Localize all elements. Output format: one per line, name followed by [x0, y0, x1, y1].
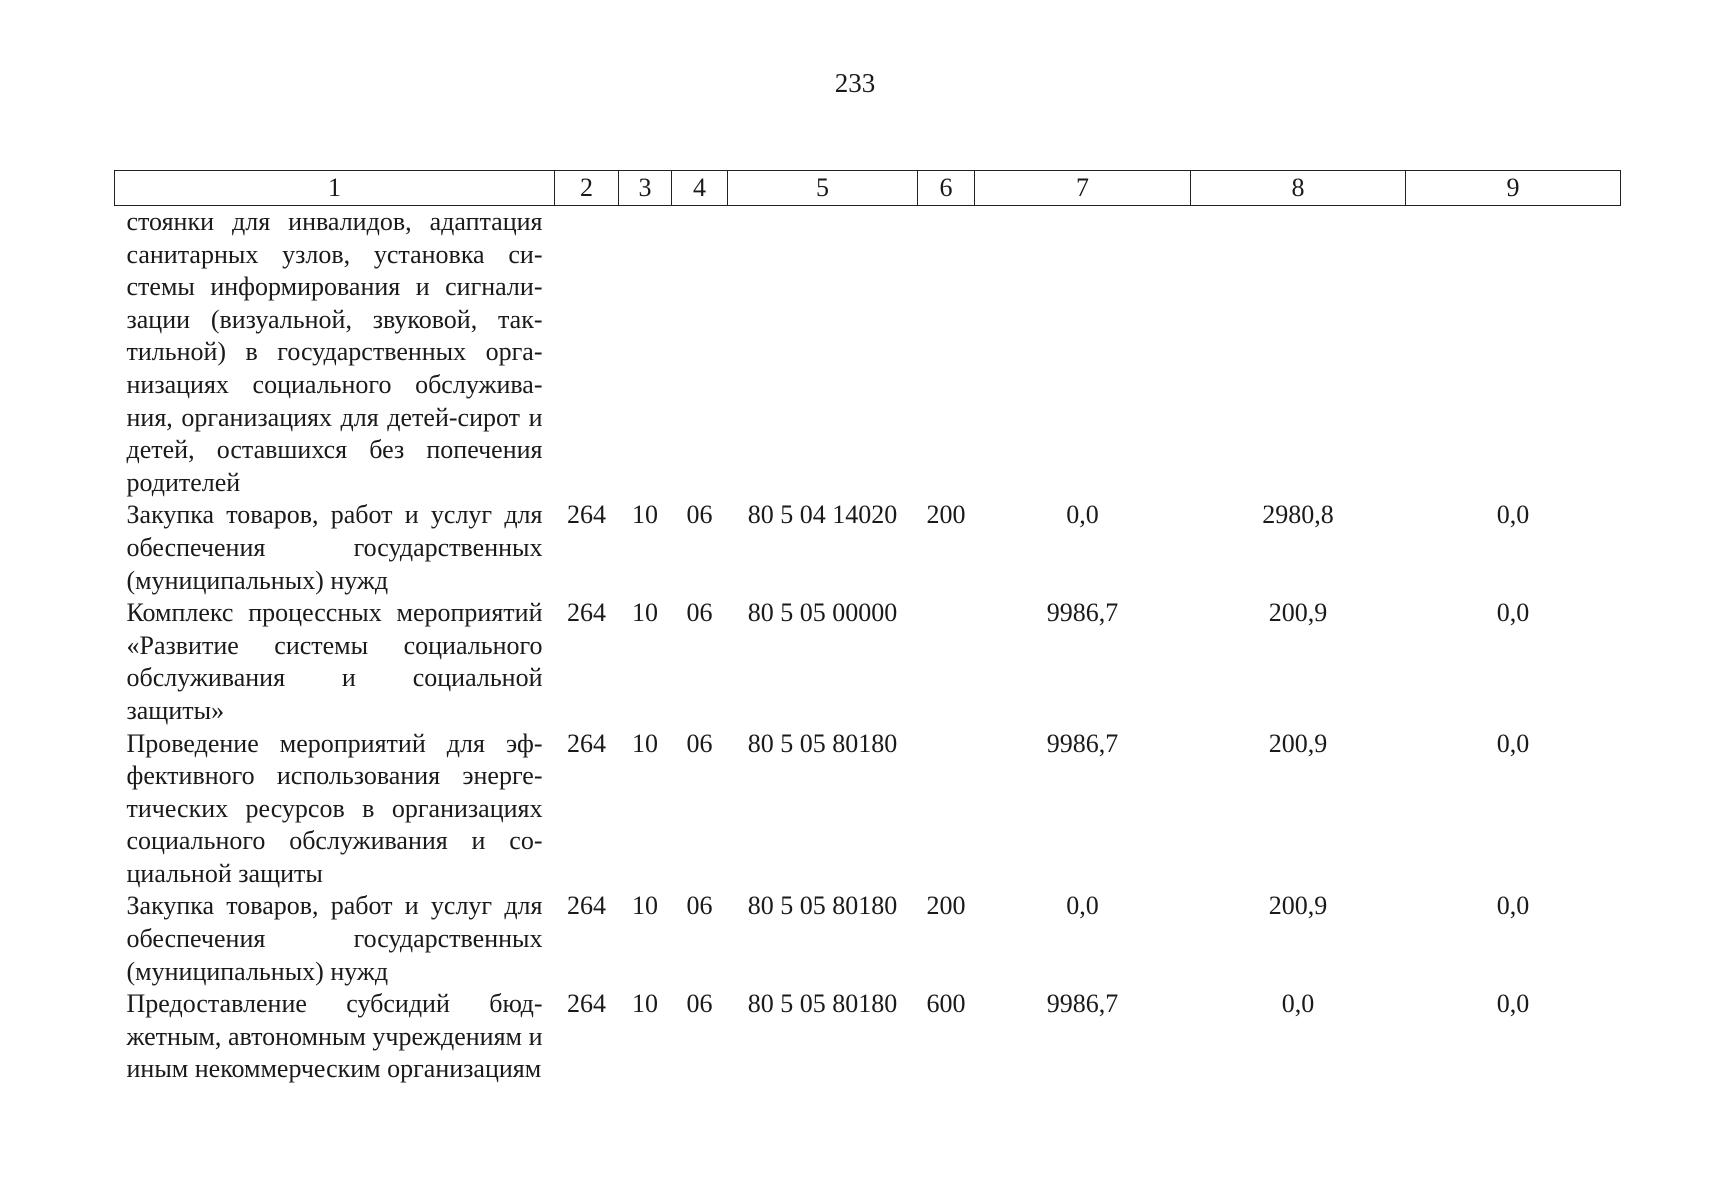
cell-col-5: 80 5 05 80180	[747, 891, 898, 921]
cell-col-8	[1191, 206, 1406, 500]
cell-col-9: 0,0	[1496, 728, 1530, 758]
cell-col-5	[728, 206, 918, 500]
cell-col-4: 06	[686, 728, 713, 758]
cell-col-9: 0,0	[1496, 598, 1530, 628]
cell-col-9: 0,0	[1496, 891, 1530, 921]
cell-col-3: 10	[632, 598, 658, 628]
cell-col-2: 264	[567, 728, 606, 758]
cell-col-2: 264	[567, 891, 606, 921]
row-description: Закупка товаров, работ и услуг для обеспечения государственных (муниципальных) нужд	[126, 891, 543, 986]
cell-col-6	[918, 597, 975, 727]
row-description: Предоставление субсидий бюджетным, автономным учреждениям и иным некоммерческим организациям	[126, 989, 543, 1084]
cell-col-3: 10	[632, 989, 658, 1019]
cell-col-8: 200,9	[1268, 891, 1328, 921]
cell-col-4	[672, 206, 728, 500]
cell-col-2: 264	[567, 989, 606, 1019]
cell-col-7: 9986,7	[1046, 598, 1119, 628]
cell-col-8: 2980,8	[1262, 500, 1334, 530]
header-row	[115, 171, 1621, 206]
header-col-9: 9	[1406, 171, 1621, 206]
budget-table	[114, 170, 1621, 1086]
cell-col-3: 10	[632, 891, 658, 921]
row-description: стоянки для инвалидов, адаптация санитарных узлов, установка системы информирования и сигнализации (визуальной, звуковой, тактильной) в государственных организациях социального обслуживания, организациях для детей-сирот и детей, оставшихся без попечения родителей	[126, 207, 543, 497]
table-row	[115, 728, 1621, 891]
page-number: 233	[834, 68, 876, 98]
row-description: Комплекс процессных мероприятий «Развитие системы социального обслуживания и социальной защиты»	[126, 598, 543, 725]
row-description: Проведение мероприятий для эффективного использования энергетических ресурсов в организациях социального обслуживания и социальной защиты	[126, 728, 543, 888]
table-row	[115, 890, 1621, 988]
header-col-2: 2	[555, 171, 619, 206]
cell-col-6: 200	[926, 891, 966, 921]
cell-col-2: 264	[567, 598, 606, 628]
cell-col-4: 06	[686, 598, 713, 628]
cell-col-7	[975, 206, 1191, 500]
cell-col-9: 0,0	[1496, 989, 1530, 1019]
row-description: Закупка товаров, работ и услуг для обеспечения государственных (муниципальных) нужд	[126, 500, 543, 595]
cell-col-7: 9986,7	[1046, 989, 1119, 1019]
header-col-7: 7	[975, 171, 1191, 206]
header-col-8: 8	[1191, 171, 1406, 206]
cell-col-7: 9986,7	[1046, 728, 1119, 758]
cell-col-7: 0,0	[1066, 500, 1099, 530]
cell-col-9	[1406, 206, 1621, 500]
cell-col-3: 10	[632, 728, 658, 758]
cell-col-6: 600	[926, 989, 966, 1019]
cell-col-4: 06	[686, 989, 713, 1019]
cell-col-2: 264	[567, 500, 606, 530]
cell-col-8: 200,9	[1268, 598, 1328, 628]
header-col-6: 6	[918, 171, 975, 206]
cell-col-5: 80 5 05 80180	[747, 728, 898, 758]
cell-col-2	[555, 206, 619, 500]
cell-col-4: 06	[686, 500, 713, 530]
cell-col-6	[918, 206, 975, 500]
table-row	[115, 499, 1621, 597]
header-col-4: 4	[672, 171, 728, 206]
cell-col-6: 200	[926, 500, 966, 530]
cell-col-7: 0,0	[1066, 891, 1099, 921]
cell-col-5: 80 5 04 14020	[747, 500, 898, 530]
cell-col-5: 80 5 05 00000	[747, 598, 898, 628]
header-col-3: 3	[619, 171, 672, 206]
cell-col-8: 0,0	[1281, 989, 1315, 1019]
header-col-5: 5	[728, 171, 918, 206]
cell-col-6	[918, 728, 975, 891]
table-row	[115, 206, 1621, 500]
table-row	[115, 597, 1621, 727]
cell-col-8: 200,9	[1268, 728, 1328, 758]
cell-col-9: 0,0	[1496, 500, 1530, 530]
table-row	[115, 988, 1621, 1086]
cell-col-3: 10	[632, 500, 658, 530]
cell-col-5: 80 5 05 80180	[747, 989, 898, 1019]
cell-col-4: 06	[686, 891, 713, 921]
cell-col-3	[619, 206, 672, 500]
header-col-1: 1	[115, 171, 555, 206]
